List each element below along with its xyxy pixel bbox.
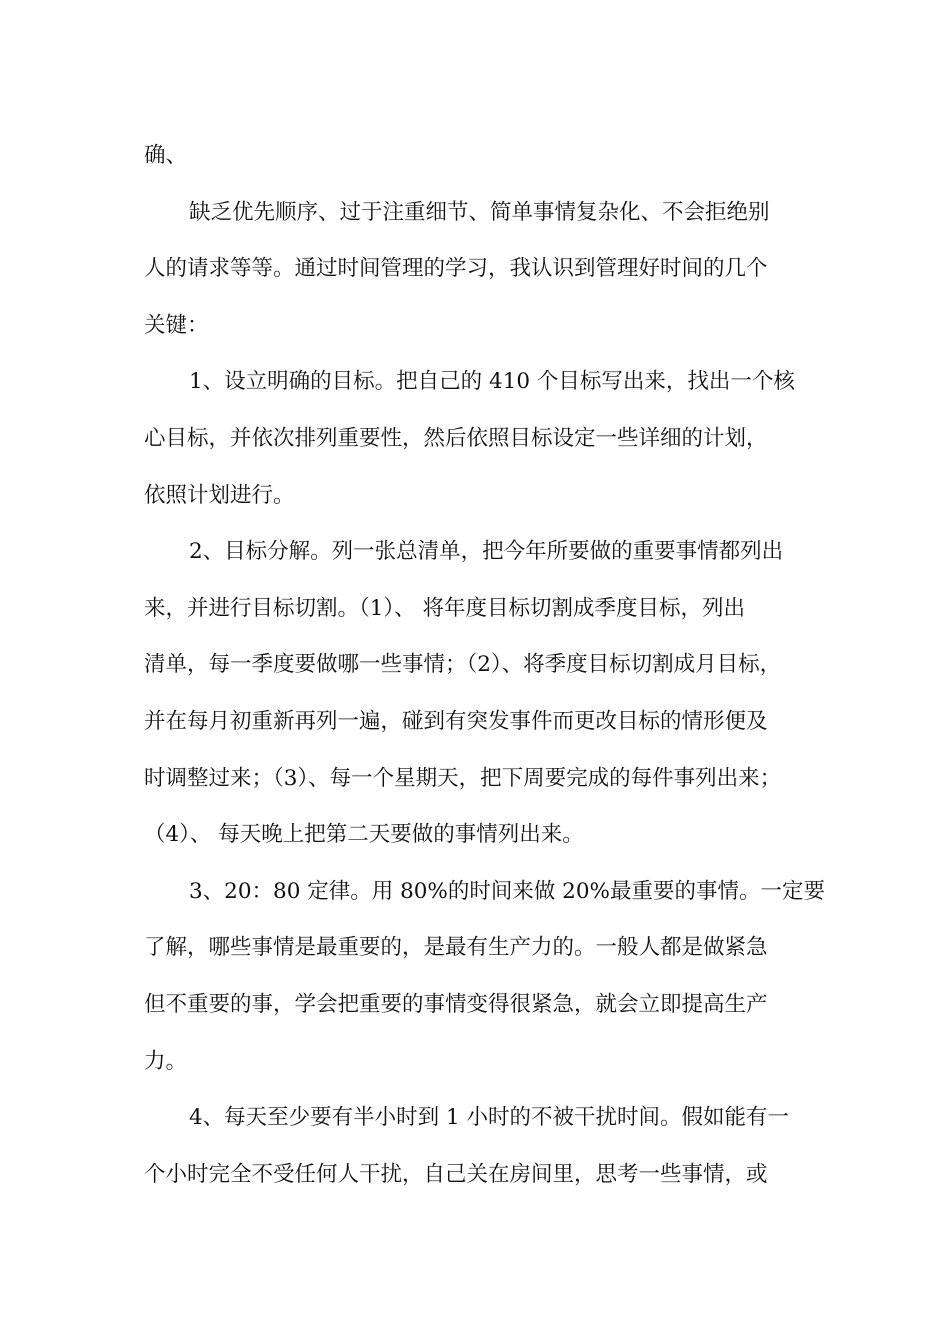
body-text: [144, 128, 825, 1203]
text-line-6: 心目标，并依次排列重要性，然后依照目标设定一些详细的计划，: [144, 425, 768, 451]
text-line-11: 并在每月初重新再列一遍，碰到有突发事件而更改目标的情形便及: [144, 708, 768, 734]
text-line-9: 来，并进行目标切割。（1）、 将年度目标切割成季度目标，列出: [144, 595, 746, 621]
text-line-4: 关键：: [144, 312, 209, 338]
text-line-10: 清单，每一季度要做哪一些事情；（2）、将季度目标切割成月目标，: [144, 652, 782, 678]
text-line-5: 1、设立明确的目标。把自己的 410 个目标写出来，找出一个核: [189, 369, 795, 395]
text-line-8: 2、目标分解。列一张总清单，把今年所要做的重要事情都列出: [189, 539, 784, 565]
text-line-1: 确、: [144, 143, 188, 168]
text-line-18: 4、每天至少要有半小时到 1 小时的不被干扰时间。假如能有一: [189, 1105, 790, 1131]
text-line-17: 力。: [144, 1048, 188, 1074]
text-line-16: 但不重要的事，学会把重要的事情变得很紧急，就会立即提高生产: [144, 991, 768, 1017]
text-line-12: 时调整过来；（3）、每一个星期天，把下周要完成的每件事列出来；: [144, 765, 782, 791]
text-line-14: 3、20：80 定律。用 80%的时间来做 20%最重要的事情。一定要: [189, 878, 825, 904]
text-line-2: 缺乏优先顺序、过于注重细节、简单事情复杂化、不会拒绝别: [189, 199, 770, 225]
text-line-7: 依照计划进行。: [144, 482, 295, 508]
text-line-13: （4）、 每天晚上把第二天要做的事情列出来。: [144, 822, 584, 848]
text-line-15: 了解，哪些事情是最重要的，是最有生产力的。一般人都是做紧急: [144, 935, 768, 961]
text-line-3: 人的请求等等。通过时间管理的学习，我认识到管理好时间的几个: [144, 256, 768, 282]
text-line-19: 个小时完全不受任何人干扰，自己关在房间里，思考一些事情，或: [144, 1161, 768, 1187]
